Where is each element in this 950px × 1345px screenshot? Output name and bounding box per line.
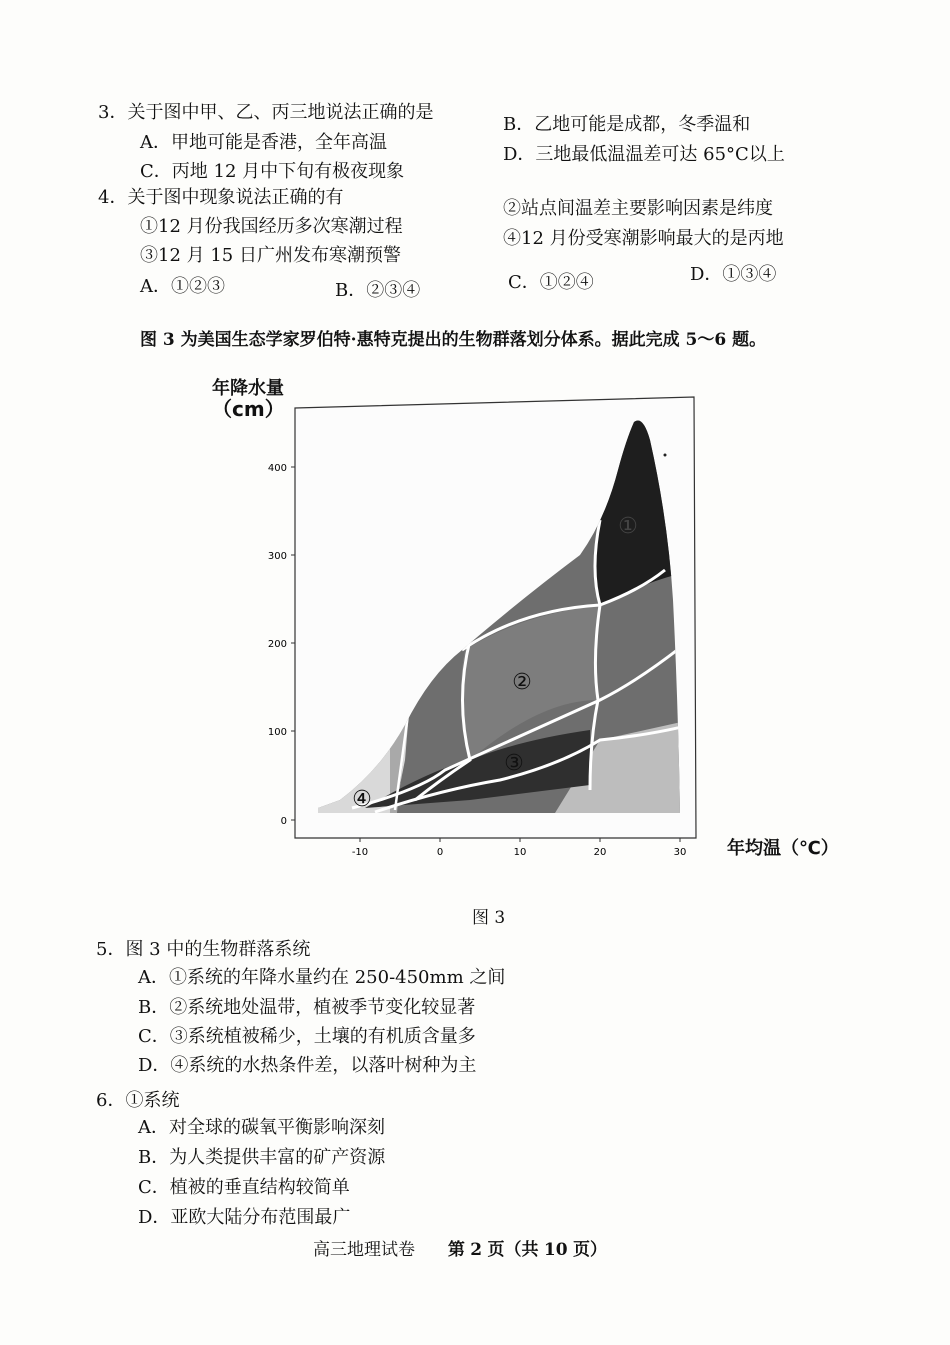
region-label-2: ② <box>512 670 532 695</box>
y-axis-title: 年降水量 <box>212 378 284 399</box>
q4-option-b: B．②③④ <box>335 280 421 301</box>
q3-stem: 3．关于图中甲、乙、丙三地说法正确的是 <box>98 102 434 123</box>
q6-option-c: C．植被的垂直结构较简单 <box>138 1177 350 1198</box>
y-tick-label: 300 <box>267 551 287 562</box>
x-tick-label: 20 <box>593 847 607 858</box>
q4-statement-3: ③12 月 15 日广州发布寒潮预警 <box>140 245 401 266</box>
region-label-3: ③ <box>504 751 524 776</box>
region-label-1: ① <box>618 514 638 539</box>
footer-page-number: 2 <box>470 1240 483 1260</box>
y-axis-unit: （cm） <box>212 397 285 421</box>
q5-option-b: B．②系统地处温带，植被季节变化较显著 <box>138 997 476 1018</box>
footer-page-prefix: 第 <box>447 1240 465 1260</box>
figure-intro: 图 3 为美国生态学家罗伯特·惠特克提出的生物群落划分体系。据此完成 5～6 题。 <box>140 330 767 350</box>
q3-option-b: B．乙地可能是成都，冬季温和 <box>503 114 751 135</box>
region-label-4: ④ <box>352 787 372 812</box>
q3-option-d: D．三地最低温温差可达 65°C以上 <box>503 144 785 165</box>
footer-page-mid: 页（共 <box>487 1240 539 1260</box>
footer-page-suffix: 页） <box>572 1240 607 1260</box>
x-tick-label: -10 <box>351 847 369 858</box>
q4-option-d: D．①③④ <box>690 264 777 285</box>
q6-stem: 6．①系统 <box>96 1090 180 1111</box>
footer-page-total: 10 <box>543 1240 568 1260</box>
q3-option-c: C．丙地 12 月中下旬有极夜现象 <box>140 161 405 182</box>
y-tick-label: 200 <box>267 639 287 650</box>
x-axis <box>352 838 687 858</box>
q5-option-d: D．④系统的水热条件差，以落叶树种为主 <box>138 1055 477 1076</box>
y-tick-label: 100 <box>267 727 287 738</box>
q4-option-c: C．①②④ <box>508 272 594 293</box>
q6-option-d: D．亚欧大陆分布范围最广 <box>138 1207 351 1228</box>
q6-option-a: A．对全球的碳氧平衡影响深刻 <box>138 1117 385 1138</box>
y-tick-label: 400 <box>267 463 287 474</box>
q5-stem: 5．图 3 中的生物群落系统 <box>96 939 311 960</box>
q3-option-a: A．甲地可能是香港，全年高温 <box>140 132 387 153</box>
q4-option-a: A．①②③ <box>140 276 225 297</box>
biome-diagram <box>250 390 710 860</box>
footer-subject: 高三地理试卷 <box>313 1240 415 1260</box>
x-tick-label: 10 <box>513 847 527 858</box>
y-tick-label: 0 <box>280 816 287 827</box>
q5-option-a: A．①系统的年降水量约在 250-450mm 之间 <box>138 967 506 988</box>
q4-statement-2: ②站点间温差主要影响因素是纬度 <box>503 198 773 219</box>
q4-statement-1: ①12 月份我国经历多次寒潮过程 <box>140 216 403 237</box>
figure-caption: 图 3 <box>472 908 506 928</box>
q5-option-c: C．③系统植被稀少，土壤的有机质含量多 <box>138 1026 476 1047</box>
q4-statement-4: ④12 月份受寒潮影响最大的是丙地 <box>503 228 784 249</box>
q6-option-b: B．为人类提供丰富的矿产资源 <box>138 1147 386 1168</box>
y-axis <box>268 463 295 827</box>
page-footer <box>313 1235 607 1260</box>
x-tick-label: 30 <box>673 847 687 858</box>
q4-stem: 4．关于图中现象说法正确的有 <box>98 187 344 208</box>
x-axis-title: 年均温（℃） <box>727 838 839 859</box>
x-tick-label: 0 <box>436 847 444 858</box>
